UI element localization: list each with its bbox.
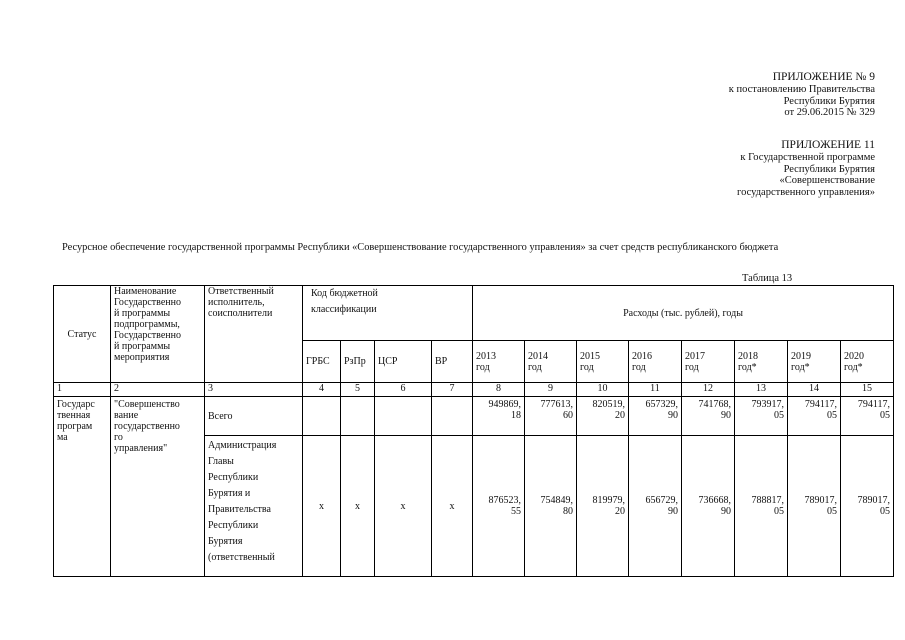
amount-cell: 789017, 05 bbox=[788, 436, 841, 577]
amount-cell: 794117, 05 bbox=[841, 397, 894, 436]
header-year: 2015 год bbox=[577, 341, 629, 383]
header-status: Статус bbox=[54, 286, 111, 383]
appendix-9-line: от 29.06.2015 № 329 bbox=[784, 107, 875, 118]
header-code-rzpr: РзПр bbox=[341, 341, 375, 383]
amount-cell: 876523, 55 bbox=[473, 436, 525, 577]
header-code-csr: ЦСР bbox=[375, 341, 432, 383]
amount-cell: 788817, 05 bbox=[735, 436, 788, 577]
column-number: 14 bbox=[788, 383, 841, 397]
column-number: 7 bbox=[432, 383, 473, 397]
appendix-9-header bbox=[729, 71, 875, 119]
amount-cell: 754849, 80 bbox=[525, 436, 577, 577]
amount-cell: 793917, 05 bbox=[735, 397, 788, 436]
header-expenses: Расходы (тыс. рублей), годы bbox=[473, 286, 894, 341]
document-title: Ресурсное обеспечение государственной программы Республики «Совершенствование государственного управления» за счет средств республиканского бюджета bbox=[62, 242, 779, 253]
executor-administration: Администрация Главы Республики Бурятия и Правительства Республики Бурятия (ответственный bbox=[205, 436, 303, 577]
amount-cell: 794117, 05 bbox=[788, 397, 841, 436]
table-row-total bbox=[54, 397, 894, 436]
amount-cell: 657329, 90 bbox=[629, 397, 682, 436]
appendix-11-line: Республики Бурятия bbox=[783, 163, 875, 175]
column-number: 12 bbox=[682, 383, 735, 397]
appendix-9-title: ПРИЛОЖЕНИЕ № 9 bbox=[772, 71, 875, 83]
header-year: 2013 год bbox=[473, 341, 525, 383]
appendix-11-line: государственного управления» bbox=[737, 186, 875, 198]
code-rzpr-cell: x bbox=[341, 436, 375, 577]
amount-cell: 777613, 60 bbox=[525, 397, 577, 436]
code-vr-cell: x bbox=[432, 436, 473, 577]
amount-cell: 736668, 90 bbox=[682, 436, 735, 577]
amount-cell: 789017, 05 bbox=[841, 436, 894, 577]
header-budget-code: Код бюджетной классификации bbox=[303, 286, 473, 341]
appendix-11-title: ПРИЛОЖЕНИЕ 11 bbox=[781, 139, 875, 151]
empty-cell bbox=[375, 397, 432, 436]
appendix-9-line: к постановлению Правительства bbox=[728, 84, 875, 95]
column-number: 6 bbox=[375, 383, 432, 397]
empty-cell bbox=[341, 397, 375, 436]
header-year: 2019 год* bbox=[788, 341, 841, 383]
header-code-grbs: ГРБС bbox=[303, 341, 341, 383]
table-label: Таблица 13 bbox=[742, 273, 793, 284]
executor-total: Всего bbox=[205, 397, 303, 436]
header-year: 2016 год bbox=[629, 341, 682, 383]
resource-table bbox=[53, 285, 894, 577]
code-csr-cell: x bbox=[375, 436, 432, 577]
header-year: 2018 год* bbox=[735, 341, 788, 383]
header-executor: Ответственный исполнитель, соисполнители bbox=[205, 286, 303, 383]
header-year: 2017 год bbox=[682, 341, 735, 383]
appendix-11-line: «Совершенствование bbox=[779, 175, 875, 186]
amount-cell: 741768, 90 bbox=[682, 397, 735, 436]
column-number: 4 bbox=[303, 383, 341, 397]
column-number: 3 bbox=[205, 383, 303, 397]
appendix-11-header bbox=[737, 139, 875, 198]
column-number: 8 bbox=[473, 383, 525, 397]
code-grbs-cell: x bbox=[303, 436, 341, 577]
column-number: 13 bbox=[735, 383, 788, 397]
column-number: 10 bbox=[577, 383, 629, 397]
header-year: 2014 год bbox=[525, 341, 577, 383]
header-code-vr: ВР bbox=[432, 341, 473, 383]
appendix-9-line: Республики Бурятия bbox=[783, 95, 875, 107]
amount-cell: 819979, 20 bbox=[577, 436, 629, 577]
status-cell: Государс твенная програм ма bbox=[54, 397, 111, 577]
column-number: 2 bbox=[111, 383, 205, 397]
column-number: 1 bbox=[54, 383, 111, 397]
amount-cell: 820519, 20 bbox=[577, 397, 629, 436]
amount-cell: 949869, 18 bbox=[473, 397, 525, 436]
header-year: 2020 год* bbox=[841, 341, 894, 383]
column-number: 15 bbox=[841, 383, 894, 397]
amount-cell: 656729, 90 bbox=[629, 436, 682, 577]
column-number: 9 bbox=[525, 383, 577, 397]
header-name: Наименование Государственно й программы подпрограммы, Государственно й программы мероприятия bbox=[111, 286, 205, 383]
program-name-cell: "Совершенство вание государственно го управления" bbox=[111, 397, 205, 577]
column-number: 11 bbox=[629, 383, 682, 397]
appendix-11-line: к Государственной программе bbox=[740, 152, 875, 163]
column-number: 5 bbox=[341, 383, 375, 397]
empty-cell bbox=[303, 397, 341, 436]
empty-cell bbox=[432, 397, 473, 436]
